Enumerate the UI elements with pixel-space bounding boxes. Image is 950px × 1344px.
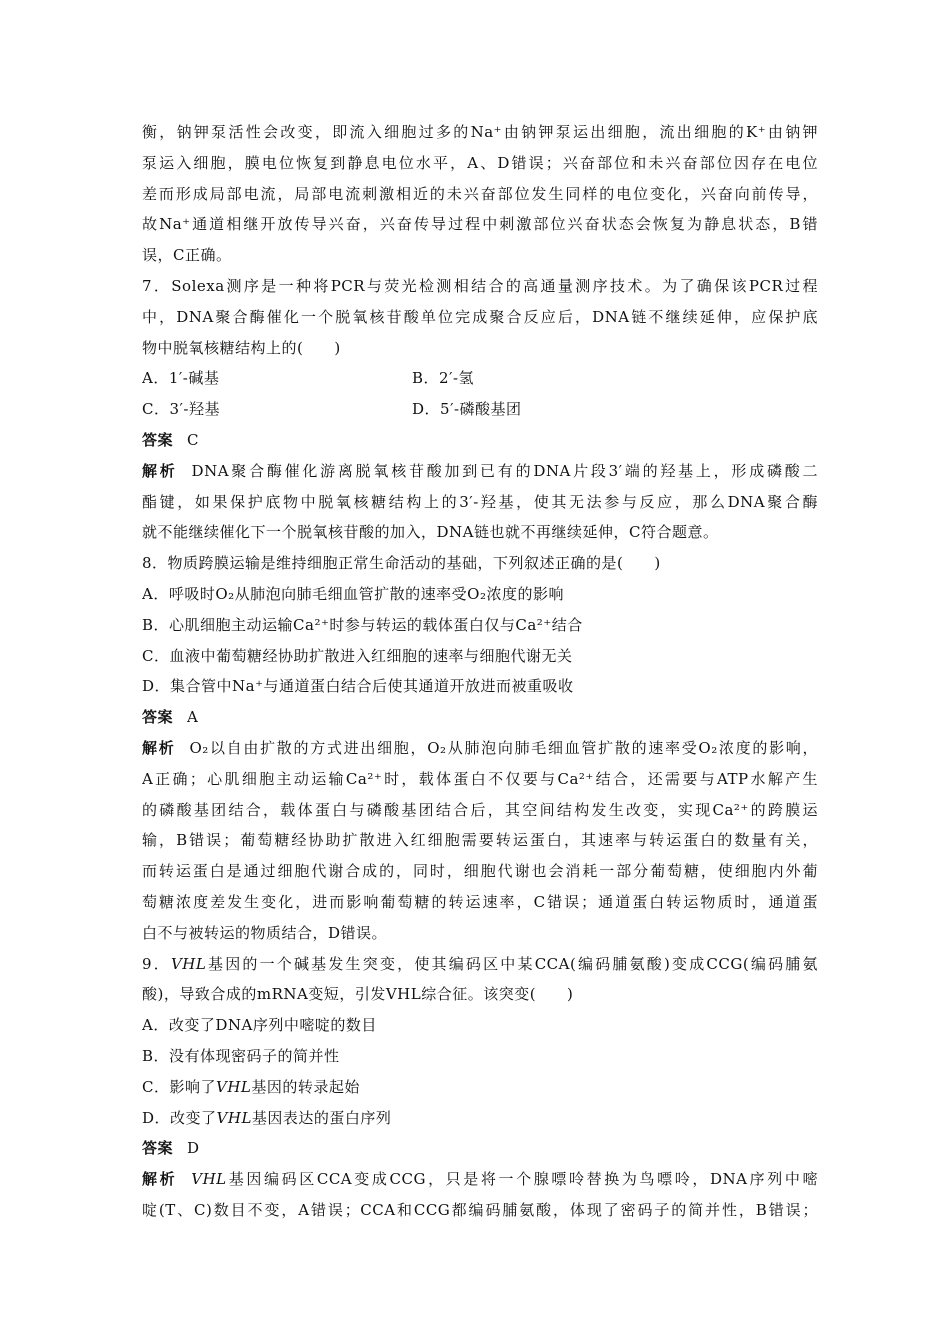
q8-analysis-line-2: A正确；心肌细胞主动运输Ca²⁺时，载体蛋白不仅要与Ca²⁺结合，还需要与ATP水解产生 bbox=[142, 769, 818, 788]
answer-value: D bbox=[187, 1139, 200, 1158]
q7-option-b: B．2′-氢 bbox=[412, 369, 475, 388]
q7-analysis-line-3: 就不能继续催化下一个脱氧核苷酸的加入，DNA链也就不再继续延伸，C符合题意。 bbox=[142, 523, 719, 542]
gene-name: VHL bbox=[216, 1108, 252, 1127]
stem-text: 基因的一个碱基发生突变，使其编码区中某CCA(编码脯氨酸)变成CCG(编码脯氨 bbox=[206, 954, 818, 973]
q8-analysis-line-7: 白不与被转运的物质结合，D错误。 bbox=[142, 923, 388, 942]
answer-label: 答案 bbox=[142, 1139, 174, 1158]
q7-stem-line-1: 7．Solexa测序是一种将PCR与荧光检测相结合的高通量测序技术。为了确保该PCR过程 bbox=[142, 276, 818, 295]
q7-option-a: A．1′-碱基 bbox=[142, 369, 220, 388]
answer-label: 答案 bbox=[142, 430, 174, 449]
q7-options-row-1 bbox=[142, 363, 818, 394]
q8-option-c: C．血液中葡萄糖经协助扩散进入红细胞的速率与细胞代谢无关 bbox=[142, 646, 573, 665]
q9-option-d bbox=[142, 1103, 818, 1134]
q8-analysis-line-1 bbox=[142, 733, 818, 764]
q7-answer bbox=[142, 425, 818, 456]
answer-value: C bbox=[187, 430, 199, 449]
analysis-text: 基因编码区CCA变成CCG，只是将一个腺嘌呤替换为鸟嘌呤，DNA序列中嘧 bbox=[226, 1170, 818, 1189]
question-number: 9． bbox=[142, 954, 171, 973]
option-prefix: D．改变了 bbox=[142, 1108, 217, 1127]
q6-analysis-line-4: 故Na⁺通道相继开放传导兴奋，兴奋传导过程中刺激部位兴奋状态会恢复为静息状态，B错 bbox=[142, 215, 818, 234]
analysis-label: 解析 bbox=[142, 738, 176, 757]
q6-analysis-line-2: 泵运入细胞，膜电位恢复到静息电位水平，A、D错误；兴奋部位和未兴奋部位因存在电位 bbox=[142, 153, 818, 172]
q8-option-b: B．心肌细胞主动运输Ca²⁺时参与转运的载体蛋白仅与Ca²⁺结合 bbox=[142, 615, 583, 634]
analysis-label: 解析 bbox=[142, 1170, 178, 1189]
q9-option-a: A．改变了DNA序列中嘧啶的数目 bbox=[142, 1016, 377, 1035]
q7-options-row-2 bbox=[142, 394, 818, 425]
q6-analysis-line-5: 误，C正确。 bbox=[142, 246, 232, 265]
q8-analysis-line-6: 萄糖浓度差发生变化，进而影响葡萄糖的转运速率，C错误；通道蛋白转运物质时，通道蛋 bbox=[142, 892, 818, 911]
option-suffix: 基因表达的蛋白序列 bbox=[251, 1108, 392, 1127]
q9-option-b: B．没有体现密码子的简并性 bbox=[142, 1046, 340, 1065]
analysis-text: O₂以自由扩散的方式进出细胞，O₂从肺泡向肺毛细血管扩散的速率受O₂浓度的影响， bbox=[189, 738, 818, 757]
q7-option-c: C．3′-羟基 bbox=[142, 400, 220, 419]
gene-name: VHL bbox=[215, 1077, 252, 1096]
q9-answer bbox=[142, 1133, 818, 1164]
option-suffix: 基因的转录起始 bbox=[251, 1077, 360, 1096]
gene-name: VHL bbox=[170, 954, 207, 973]
q7-stem-line-2: 中，DNA聚合酶催化一个脱氧核苷酸单位完成聚合反应后，DNA链不继续延伸，应保护底 bbox=[142, 307, 818, 326]
q9-stem-line-2: 酸)，导致合成的mRNA变短，引发VHL综合征。该突变( ) bbox=[142, 985, 574, 1004]
q8-option-a: A．呼吸时O₂从肺泡向肺毛细血管扩散的速率受O₂浓度的影响 bbox=[142, 584, 564, 603]
q9-option-c bbox=[142, 1072, 818, 1103]
gene-name: VHL bbox=[191, 1170, 227, 1189]
q8-analysis-line-4: 输，B错误；葡萄糖经协助扩散进入红细胞需要转运蛋白，其速率与转运蛋白的数量有关， bbox=[142, 831, 818, 850]
q9-analysis-line-2: 啶(T、C)数目不变，A错误；CCA和CCG都编码脯氨酸，体现了密码子的简并性，B错误； bbox=[142, 1200, 818, 1219]
q8-answer bbox=[142, 702, 818, 733]
q9-stem-line-1 bbox=[142, 949, 818, 980]
q8-stem: 8．物质跨膜运输是维持细胞正常生命活动的基础，下列叙述正确的是( ) bbox=[142, 554, 661, 573]
q7-analysis-line-2: 酯键，如果保护底物中脱氧核糖结构上的3′-羟基，使其无法参与反应，那么DNA聚合酶 bbox=[142, 492, 818, 511]
q7-option-d: D．5′-磷酸基团 bbox=[412, 400, 522, 419]
analysis-label: 解析 bbox=[142, 461, 178, 480]
document-page bbox=[142, 117, 818, 1226]
q8-analysis-line-5: 而转运蛋白是通过细胞代谢合成的，同时，细胞代谢也会消耗一部分葡萄糖，使细胞内外葡 bbox=[142, 862, 818, 881]
q8-analysis-line-3: 的磷酸基团结合，载体蛋白与磷酸基团结合后，其空间结构发生改变，实现Ca²⁺的跨膜运 bbox=[142, 800, 818, 819]
q7-stem-line-3: 物中脱氧核糖结构上的( ) bbox=[142, 338, 341, 357]
q8-option-d: D．集合管中Na⁺与通道蛋白结合后使其通道开放进而被重吸收 bbox=[142, 677, 574, 696]
q7-analysis-line-1 bbox=[142, 456, 818, 487]
analysis-text: DNA聚合酶催化游离脱氧核苷酸加到已有的DNA片段3′端的羟基上，形成磷酸二 bbox=[191, 461, 818, 480]
answer-value: A bbox=[187, 708, 199, 727]
answer-label: 答案 bbox=[142, 708, 174, 727]
q6-analysis-line-1: 衡，钠钾泵活性会改变，即流入细胞过多的Na⁺由钠钾泵运出细胞，流出细胞的K⁺由钠钾 bbox=[142, 123, 818, 141]
q9-analysis-line-1 bbox=[142, 1164, 818, 1195]
option-prefix: C．影响了 bbox=[142, 1077, 216, 1096]
q6-analysis-line-3: 差而形成局部电流，局部电流刺激相近的未兴奋部位发生同样的电位变化，兴奋向前传导， bbox=[142, 184, 818, 203]
